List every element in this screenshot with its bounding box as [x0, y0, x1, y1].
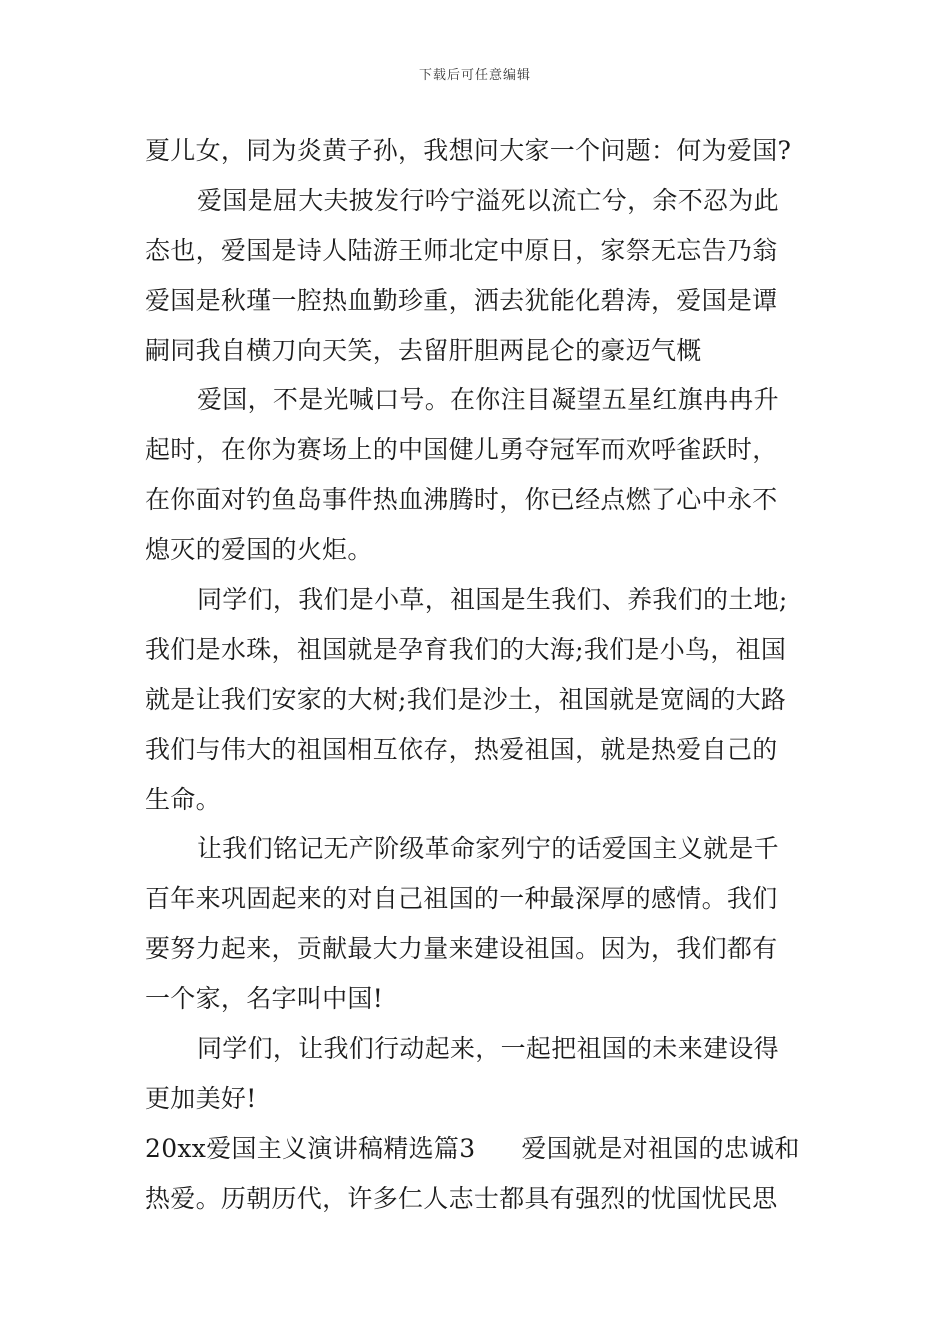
section-lead: 爱国就是对祖国的忠诚和 — [521, 1133, 800, 1163]
text-line: 夏儿女，同为炎黄子孙，我想问大家一个问题：何为爱国? — [145, 136, 792, 165]
text-line: 熄灭的爱国的火炬。 — [145, 535, 373, 565]
page-header-note: 下载后可任意编辑 — [418, 68, 531, 83]
text-line: 生命。 — [145, 784, 221, 814]
text-line: 更加美好! — [145, 1083, 257, 1113]
text-line: 起时，在你为赛场上的中国健儿勇夺冠军而欢呼雀跃时， — [145, 435, 778, 465]
text-line: 热爱。历朝历代，许多仁人志士都具有强烈的忧国忧民思 — [145, 1183, 778, 1213]
text-line: 爱国是屈大夫披发行吟宁溢死以流亡兮，余不忍为此 — [197, 185, 779, 215]
section-heading-line — [145, 1124, 807, 1174]
text-line: 爱国，不是光喊口号。在你注目凝望五星红旗冉冉升 — [197, 385, 779, 415]
text-line: 在你面对钓鱼岛事件热血沸腾时，你已经点燃了心中永不 — [145, 485, 778, 515]
text-line: 我们是水珠，祖国就是孕育我们的大海;我们是小鸟，祖国 — [145, 634, 787, 664]
text-line: 就是让我们安家的大树;我们是沙土，祖国就是宽阔的大路 — [145, 684, 787, 714]
text-line: 我们与伟大的祖国相互依存，热爱祖国，就是热爱自己的 — [145, 734, 778, 764]
text-line: 让我们铭记无产阶级革命家列宁的话爱国主义就是千 — [197, 834, 779, 864]
text-line: 同学们，让我们行动起来，一起把祖国的未来建设得 — [197, 1034, 779, 1064]
text-line: 一个家，名字叫中国! — [145, 984, 384, 1014]
text-line: 百年来巩固起来的对自己祖国的一种最深厚的感情。我们 — [145, 884, 778, 914]
text-line: 嗣同我自横刀向天笑，去留肝胆两昆仑的豪迈气概 — [145, 335, 702, 365]
text-line: 要努力起来，贡献最大力量来建设祖国。因为，我们都有 — [145, 934, 778, 964]
section-title: 20xx爱国主义演讲稿精选篇3 — [145, 1133, 476, 1163]
text-line: 态也，爱国是诗人陆游王师北定中原日，家祭无忘告乃翁 — [145, 235, 778, 265]
text-line: 同学们，我们是小草，祖国是生我们、养我们的土地; — [197, 585, 788, 615]
document-body — [145, 126, 807, 1224]
text-line: 爱国是秋瑾一腔热血勤珍重，洒去犹能化碧涛，爱国是谭 — [145, 285, 778, 315]
